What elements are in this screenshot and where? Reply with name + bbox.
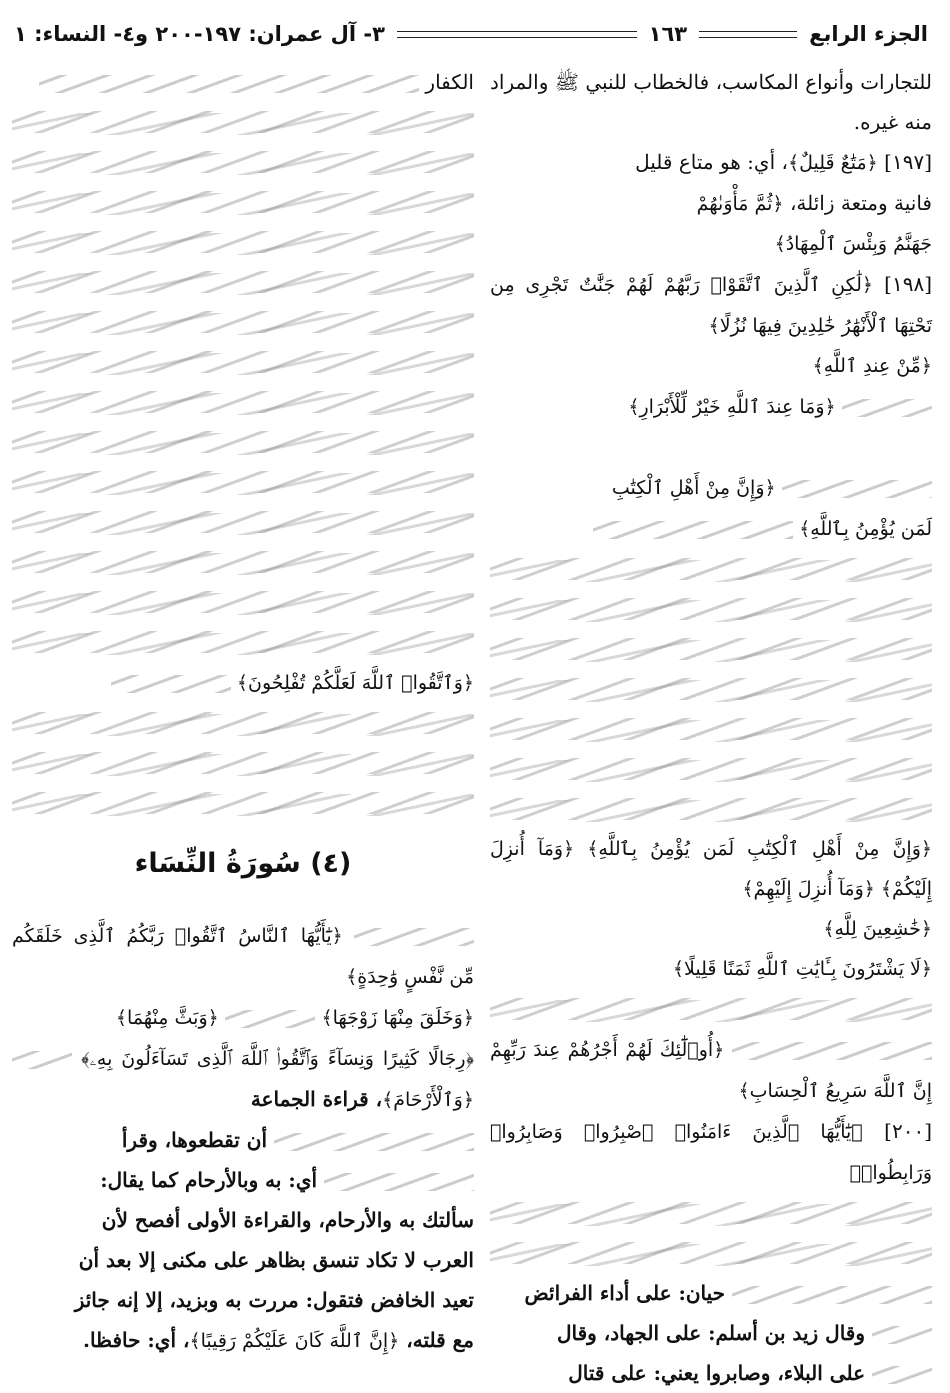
faded-text — [39, 75, 419, 93]
faded-text-line — [12, 582, 474, 622]
paragraph — [12, 62, 474, 102]
quran-verse: ﴿وَبَثَّ مِنْهُمَا﴾ — [115, 1007, 219, 1029]
faded-text-line — [12, 542, 474, 582]
paragraph — [490, 183, 932, 224]
commentary-text: ، قراءة الجماعة — [250, 1087, 383, 1111]
quran-verse: ﴿يَٰٓأَيُّهَا ٱلنَّاسُ ٱتَّقُوا۟ رَبَّكُمُ ٱلَّذِى خَلَقَكُم مِّن نَّفْسٍ وَٰحِدَةٍ﴾ — [12, 925, 474, 988]
right-column — [490, 62, 933, 1385]
faded-text-line — [12, 622, 474, 662]
faded-text-line — [490, 749, 932, 789]
quran-verse: ﴿رِجَالًا كَثِيرًا وَنِسَآءً وَٱتَّقُوا۟ ٱللَّهَ ٱلَّذِى تَسَآءَلُونَ بِهِۦ﴾ — [81, 1048, 475, 1070]
faded-text — [593, 521, 793, 539]
header-part-title: الجزء الرابع — [809, 22, 928, 46]
paragraph — [490, 1313, 932, 1353]
faded-text — [732, 1042, 932, 1060]
quran-verse: ﴿خَٰشِعِينَ لِلَّهِ﴾ — [823, 918, 932, 940]
faded-text-line — [490, 629, 932, 669]
quran-verse: لَمَن يُؤْمِنُ بِٱللَّهِ﴾ — [799, 518, 932, 540]
commentary-text: على البلاء، وصابروا يعني: على قتال — [568, 1361, 866, 1385]
faded-text-line — [12, 302, 474, 342]
header-rule — [397, 31, 637, 38]
faded-text-line — [12, 422, 474, 462]
faded-text-line — [12, 342, 474, 382]
quran-verse: ﴿وَٱتَّقُوا۟ ٱللَّهَ لَعَلَّكُمْ تُفْلِحُونَ﴾ — [236, 672, 474, 694]
faded-text-line — [12, 382, 474, 422]
quran-verse: ﴿وَإِنَّ مِنْ أَهْلِ ٱلْكِتَٰبِ لَمَن يُؤْمِنُ بِٱللَّهِ﴾ ﴿وَمَآ أُنزِلَ إِلَيْكُمْ﴾ ﴿وَمَآ أُنزِلَ إِلَيْهِمْ﴾ — [490, 838, 932, 900]
faded-text — [225, 1010, 315, 1028]
quran-verse: ﴿وَٱلْأَرْحَامَ﴾ — [382, 1089, 474, 1111]
quran-verse: ﴿إِنَّ ٱللَّهَ كَانَ عَلَيْكُمْ رَقِيبًا﴾ — [189, 1330, 400, 1352]
paragraph — [12, 1160, 474, 1200]
faded-text — [324, 1173, 474, 1191]
commentary-text: ، أي: حافظا. — [82, 1328, 190, 1352]
commentary-text: أي: به وبالأرحام كما يقال: — [100, 1168, 318, 1192]
faded-text-line — [12, 142, 474, 182]
faded-text-line — [12, 102, 474, 142]
quran-verse: ﴿أُو۟لَٰٓئِكَ لَهُمْ أَجْرُهُمْ عِندَ رَبِّهِمْ إِنَّ ٱللَّهَ سَرِيعُ ٱلْحِسَابِ﴾ — [490, 1039, 932, 1102]
commentary-text: حيان: على أداء الفرائض — [524, 1281, 726, 1305]
paragraph — [490, 386, 932, 427]
quran-verse: ﴿لَا يَشْتَرُونَ بِـَٔايَٰتِ ٱللَّهِ ثَمَنًا قَلِيلًا﴾ — [672, 958, 932, 980]
faded-text — [111, 675, 231, 693]
quran-verse: ﴿مِّنْ عِندِ ٱللَّهِ﴾ — [812, 355, 932, 377]
paragraph: العرب لا تكاد تنسق بظاهر على مكنى إلا بعد أن — [78, 1248, 474, 1272]
faded-text — [872, 1366, 932, 1384]
quran-verse: ﴿وَخَلَقَ مِنْهَا زَوْجَهَا﴾ — [321, 1007, 474, 1029]
quran-verse: ﴿يَٰٓأَيُّهَا ٱلَّذِينَ ءَامَنُوا۟ ٱصْبِرُوا۟ وَصَابِرُوا۟ وَرَابِطُوا۟﴾ — [490, 1121, 932, 1184]
quran-verse: ﴿ثُمَّ مَأْوَىٰهُمْ — [696, 193, 784, 215]
paragraph — [490, 467, 932, 508]
verse-number: [١٩٧] — [884, 150, 932, 174]
faded-text — [842, 399, 932, 417]
faded-text-line — [490, 989, 932, 1029]
page-header — [14, 14, 928, 54]
commentary-text: فانية ومتعة زائلة، — [789, 191, 932, 215]
commentary-text: ، أي: هو متاع قليل — [635, 150, 788, 174]
faded-text-line — [12, 783, 474, 823]
surah-title: (٤) سُورَةُ النِّسَاء — [134, 848, 352, 879]
faded-text-line — [12, 182, 474, 222]
paragraph — [490, 1029, 932, 1111]
faded-text-line — [12, 703, 474, 743]
faded-text-line — [490, 789, 932, 829]
paragraph: للتجارات وأنواع المكاسب، فالخطاب للنبي ﷺ والمراد منه غيره. — [490, 70, 932, 134]
commentary-text: وقال زيد بن أسلم: على الجهاد، وقال — [556, 1321, 866, 1345]
header-rule — [699, 31, 797, 38]
faded-text — [274, 1133, 474, 1151]
paragraph: سألتك به والأرحام، والقراءة الأولى أفصح لأن — [101, 1208, 474, 1232]
quran-verse: جَهَنَّمُ وَبِئْسَ ٱلْمِهَادُ﴾ — [774, 233, 932, 255]
quran-verse: ﴿وَمَا عِندَ ٱللَّهِ خَيْرٌ لِّلْأَبْرَارِ﴾ — [628, 396, 836, 418]
faded-text — [732, 1286, 932, 1304]
header-surah-range: ٣- آل عمران: ١٩٧-٢٠٠ و٤- النساء: ١ — [14, 22, 385, 46]
faded-text — [12, 1051, 72, 1069]
left-column — [12, 62, 474, 1372]
paragraph — [490, 142, 932, 183]
faded-text-line — [12, 222, 474, 262]
faded-text — [872, 1326, 932, 1344]
faded-text-line — [490, 1233, 932, 1273]
faded-text — [354, 928, 474, 946]
paragraph — [12, 1038, 474, 1120]
faded-text — [782, 480, 932, 498]
paragraph — [490, 1111, 932, 1193]
quran-verse: ﴿وَإِنَّ مِنْ أَهْلِ ٱلْكِتَٰبِ — [611, 477, 776, 499]
commentary-text: أن تقطعوها، وقرأ — [121, 1128, 268, 1152]
commentary-text: الكفار — [425, 70, 474, 94]
quran-verse: ﴿لَٰكِنِ ٱلَّذِينَ ٱتَّقَوْا۟ رَبَّهُمْ لَهُمْ جَنَّٰتٌ تَجْرِى مِن تَحْتِهَا ٱلْأَنْهَٰرُ خَٰلِدِينَ فِيهَا نُزُلًا﴾ — [490, 274, 932, 337]
paragraph — [12, 915, 474, 997]
commentary-text: مع قلته، — [406, 1328, 474, 1352]
faded-text-line — [490, 589, 932, 629]
faded-text-line — [12, 743, 474, 783]
paragraph — [12, 997, 474, 1038]
paragraph — [12, 662, 474, 703]
paragraph: تعيد الخافض فتقول: مررت به وبزيد، إلا إنه جائز — [74, 1288, 474, 1312]
header-page-number: ١٦٣ — [648, 22, 688, 46]
faded-text-line — [12, 462, 474, 502]
blank-line — [490, 427, 932, 467]
paragraph — [490, 1353, 932, 1393]
verse-number: [١٩٨] — [884, 272, 932, 296]
paragraph — [12, 1320, 474, 1361]
paragraph — [490, 1273, 932, 1313]
faded-text-line — [490, 549, 932, 589]
paragraph — [12, 1120, 474, 1160]
faded-text-line — [490, 669, 932, 709]
faded-text-line — [490, 709, 932, 749]
paragraph — [490, 264, 932, 346]
verse-number: [٢٠٠] — [884, 1119, 933, 1143]
faded-text-line — [490, 1193, 932, 1233]
faded-text-line — [12, 502, 474, 542]
quran-verse: ﴿مَتَٰعٌ قَلِيلٌ﴾ — [787, 152, 878, 174]
paragraph — [490, 508, 932, 549]
faded-text-line — [12, 262, 474, 302]
